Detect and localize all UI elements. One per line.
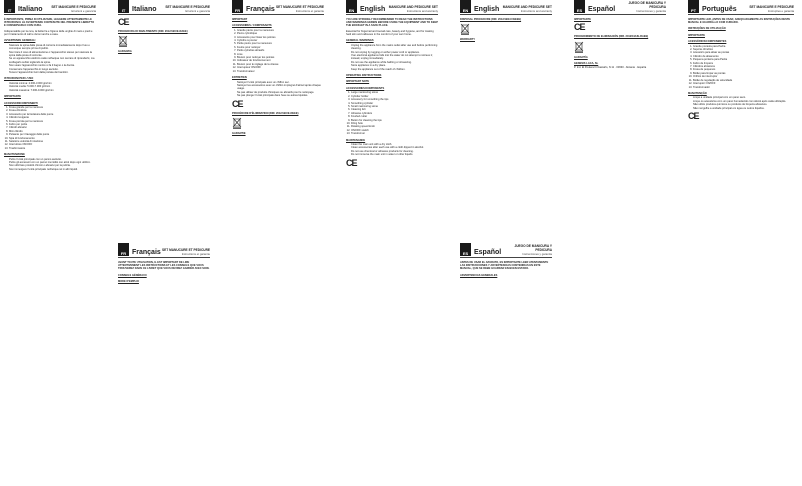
product-title: SET MANUCURE ET PEDICURE [162, 248, 210, 252]
section-heading: IMPORTANTE [574, 18, 591, 21]
section-heading: ADVERTENCIAS GENERALES [460, 273, 498, 277]
product-title: SET MANICURE E PEDICURE [165, 5, 210, 9]
ce-declaration [688, 112, 794, 121]
list-item: • Se un apparecchio elettrico cade nell'acqua non cercare di riprenderlo; ma scollegarlo subito togliendo la spina. [9, 57, 96, 64]
list-item: 12. Interruttore ON/OFF [9, 143, 96, 146]
product-subtitle: Istruzioni e garanzia [70, 8, 96, 13]
section-heading: GENERAL WARNINGS [346, 39, 374, 43]
language-name: Español [588, 6, 616, 13]
language-code-badge: FR [232, 0, 243, 13]
language-name: English [360, 6, 386, 13]
section-heading: ENTRETIEN [232, 76, 247, 80]
list-item: • Do not immerse the main unit in water or other liquids. [351, 153, 438, 156]
ce-declaration [346, 159, 438, 168]
list-item: • Tenere l'apparecchio fuori dalla portata dei bambini. [9, 71, 96, 74]
list-item: • Limpe a unidade principal com um pano seco. [693, 96, 794, 99]
ce-declaration [118, 18, 210, 27]
list-item: 2. Suporte cilíndrico [693, 48, 794, 51]
language-code-badge: ES [574, 0, 585, 13]
maintenance-list [346, 143, 438, 157]
product-subtitle: Instrucciones y garantía [522, 251, 552, 256]
panel-espanol [460, 243, 552, 278]
product-subtitle: Istruzioni e garanzia [184, 8, 210, 13]
section-heading: GARANTÍA [574, 55, 588, 59]
panel-header [346, 0, 438, 15]
list-item: • Non usare l'apparecchio mentre si fa il bagno o la doccia. [9, 64, 96, 67]
company-address: P. Ind. El Pouleral C/Castaño, N 11 · 03630 · Alicante · España [574, 65, 647, 69]
list-item: • Pulire l'unità principale con un panno asciutto. [9, 158, 96, 161]
list-item: 11. Bouton pour le réglage de la vitesse [237, 63, 324, 66]
list-item: 8. Fresa de pequenos [693, 68, 794, 71]
product-title: JUEGO DE MANICURA Y PEDICURA [514, 244, 552, 252]
components-list [346, 91, 438, 135]
ce-declaration [574, 23, 666, 32]
list-item: 1. Grande pierre pour la manucure [237, 29, 324, 32]
panel-espanol-top [574, 0, 666, 486]
product-subtitle: Instructions and warranty [406, 8, 438, 13]
panel-header [688, 0, 794, 15]
panel-header [460, 0, 552, 15]
section-heading: MAINTENANCE [346, 138, 366, 142]
section-heading: IMPORTANTE [4, 95, 21, 99]
product-subtitle: Instructions et garantie [295, 8, 324, 13]
list-item: 3. Accessoire pour lisser les pointes [237, 36, 324, 39]
list-item: 1. Fresa grande per la manicure [9, 106, 96, 109]
list-item: 4. Cylindre à poncer [237, 39, 324, 42]
list-item: 12. Interruptor ON/OFF [693, 82, 794, 85]
list-item: • Non utilizzare prodotti chimici o abrasivi per la pulizia. [9, 164, 96, 167]
panel-italiano [4, 0, 96, 486]
list-item: 9. Pulsante per il lavaggio delle punte [9, 133, 96, 136]
section-heading: ACCESSORIES/COMPONENTS [346, 86, 385, 90]
ce-mark-icon: CE [346, 157, 357, 168]
section-heading: ISTRUZIONI PER L'USO [4, 77, 34, 81]
list-item: 2. Cylinder holder [351, 95, 438, 98]
section-heading: ACESSÓRIOS/COMPONENTES [688, 40, 727, 44]
language-name: Italiano [132, 6, 157, 13]
product-title: SET MANUCURE ET PEDICURE [276, 5, 324, 9]
weee-block [460, 23, 552, 35]
panel-francais [118, 243, 210, 284]
list-item: 3. Acessório para alisar as pontas [693, 51, 794, 54]
section-heading: PROCEDURA DI SMALTIMENTO (DIR. 2012/19/UE-RAEE) [118, 30, 188, 33]
panel-english-cont [460, 0, 552, 486]
list-item: 2. Fresa cilindrica [9, 109, 96, 112]
section-heading: ACCESSORI/COMPONENTI [4, 101, 38, 105]
language-name: Português [702, 6, 737, 13]
list-item: 6. Feutre pour nettoyer [237, 46, 324, 49]
panel-header [460, 243, 552, 258]
section-heading: PROCÉDURE D'ÉLIMINATION (DIR. 2012/19/UE-DEEE) [232, 111, 299, 115]
list-item: 10. Filing hole [351, 122, 438, 125]
panel-header [118, 243, 210, 258]
weee-block [232, 117, 324, 129]
list-item: • Nettoyer les accessoires avec un chiffon imprégné d'alcool après chaque usage. [237, 84, 324, 91]
list-item: 10. Spia di funzionamento [9, 137, 96, 140]
section-heading: WARRANTY [460, 38, 475, 42]
weee-crossed-bin-icon [574, 41, 584, 53]
list-item: • Velocità media: 5.000-7.000 giri/min [9, 85, 96, 88]
section-heading: INSTRUÇÕES DE UTILIZAÇÃO [688, 27, 726, 31]
list-item: 8. Knurled cutter [351, 115, 438, 118]
product-title: SET MANICURE E PEDICURE [51, 5, 96, 9]
ce-mark-icon: CE [688, 110, 699, 121]
list-item: • Conservare l'apparecchio in luogo asciutto. [9, 68, 96, 71]
list-item: 3. Accessorio per la lisciatura delle punte [9, 113, 96, 116]
list-item: • Ne pas utiliser de produits chimiques ou abrasifs pour le nettoyage. [237, 91, 324, 94]
list-item: • Non immergere l'unità principale nell'acqua né in altri liquidi. [9, 168, 96, 171]
section-heading: MODE D'EMPLOI [118, 280, 139, 284]
list-item: • Clean the main unit with a dry cloth. [351, 143, 438, 146]
list-item: 13. Trasformatore [9, 147, 96, 150]
company-name: GENESIS LACA, SL [574, 62, 599, 66]
ce-mark-icon: CE [574, 22, 585, 33]
language-code-badge: EN [346, 0, 357, 13]
list-item: 2. Pierre cylindrique [237, 32, 324, 35]
list-item: • Keep the appliance out of the reach of children. [351, 68, 438, 71]
weee-crossed-bin-icon [118, 35, 128, 47]
panel-header [118, 0, 210, 15]
ce-declaration [232, 100, 324, 109]
speeds-list [4, 82, 96, 92]
panel-portugues [688, 0, 794, 486]
list-item: 8. Mini cilindro [9, 130, 96, 133]
language-code-badge: EN [460, 0, 471, 13]
section-heading: ACCESSOIRES / COMPOSANTS [232, 24, 272, 28]
panel-francais-top [232, 0, 324, 486]
warning-text: AVANT TOUTE UTILISATION, IL EST IMPORTANT DE LIRE ATTENTIVEMENT LES INSTRUCTIONS ET LES CONSEILS QUE VOUS TROUVEREZ DANS CE LIVRET QUE VOUS DEVREZ GARDER AVEC SOIN. [118, 261, 210, 271]
list-item: 3. Accessory for smoothing the tips [351, 98, 438, 101]
product-title: MANICURE AND PEDICURE SET [502, 5, 552, 9]
list-item: 4. Cilindro levigante [9, 116, 96, 119]
section-heading: MANUTENÇÃO [688, 91, 707, 95]
list-item: 4. Smoothing cylinder [351, 102, 438, 105]
section-heading: MANUTENZIONE [4, 153, 25, 157]
components-list [4, 106, 96, 150]
maintenance-list [232, 81, 324, 98]
list-item: 1. Grande ponteira para Pedra [693, 45, 794, 48]
section-heading: DISPOSAL PROCEDURE (DIR. 2012/19/EU-WEEE) [460, 18, 522, 21]
list-item: • Non tirare il cavo di alimentazione o l'apparecchio stesso per staccare la spina dalla presa di corrente. [9, 51, 96, 58]
section-heading: PROCEDIMIENTO DE ELIMINACIÓN (DIR. 2012/19/UE-RAEE) [574, 35, 649, 39]
general-warnings-list [346, 44, 438, 71]
panel-italiano-cont [118, 0, 210, 486]
list-item: 12. ON/OFF switch [351, 129, 438, 132]
section-heading: GARANTIE [232, 131, 246, 135]
section-heading: IMPORTANT NOTE [346, 80, 370, 84]
list-item: 11. Selettore velocità di rotazione [9, 140, 96, 143]
language-name: English [474, 6, 500, 13]
list-item: 5. Small manicuring stone [351, 105, 438, 108]
list-item: 7. Cilindros abrasivos [693, 65, 794, 68]
ce-mark-icon: CE [232, 98, 243, 109]
list-item: 1. Large manicuring stone [351, 91, 438, 94]
language-code-badge: PT [688, 0, 699, 13]
list-item: • Unplug the appliance from the mains outlet after use and before performing cleaning. [351, 44, 438, 51]
weee-block [118, 35, 210, 47]
general-warnings-list [4, 44, 96, 75]
language-code-badge: FR [118, 243, 129, 256]
section-heading: AVVERTENZE GENERALI [4, 39, 36, 43]
list-item: • Do not use chemical or abrasive products for cleaning. [351, 150, 438, 153]
list-item: • Velocità minima: 2.000-3.000 giri/min [9, 82, 96, 85]
warning-text: YOU ARE STRONGLY RECOMMENDED TO READ THE INSTRUCTIONS AND WARNINGS HEREIN BEFORE USING THE EQUIPMENT AND TO KEEP THE BOOKLET IN A SAFE PLACE. [346, 18, 438, 28]
list-item: 13. Transformateur [237, 70, 324, 73]
list-item: 5. Petite pierre pour la manucure [237, 42, 324, 45]
weee-crossed-bin-icon [460, 23, 470, 35]
intro-text: Essential for fingernail and toenail care, beauty and hygiene, and for treating hard skin and callouses in the comfort of your own home. [346, 29, 434, 37]
weee-block [574, 41, 666, 53]
product-title: SET MANICURE E PEDICURE [749, 5, 794, 9]
language-name: Français [246, 6, 275, 13]
ce-mark-icon: CE [118, 17, 129, 27]
list-item: • Staccare la spina dalla presa di corrente immediatamente dopo l'uso e comunque sempre prima di pulirlo. [9, 44, 96, 51]
list-item: 10. Orifício de interruptor [693, 75, 794, 78]
maintenance-list [688, 96, 794, 110]
panel-english [346, 0, 438, 486]
section-heading: IMPORTANTE [688, 33, 705, 37]
language-name: Español [474, 249, 502, 256]
list-item: 7. Cilindri abrasivi [9, 126, 96, 129]
warning-text: È IMPORTANTE, PRIMA DI UTILIZZARE, LEGGERE ATTENTAMENTE LE ISTRUZIONI E LE AVVERTENZE CONTENUTE NEL PRESENTE LIBRETTO E CONSERVARLO CON CURA. [4, 18, 95, 28]
list-item: 4. Cilindro de alisamento [693, 55, 794, 58]
list-item: • Do not use the appliance while bathing or showering. [351, 61, 438, 64]
list-item: 7. Abrasive cylinders [351, 112, 438, 115]
warning-text: IMPORTANTE LER, ANTES DE USAR, ADEQUADAMENTE AS INSTRUÇÕES DESTE MANUAL E GUARDÁ-LO COM CUIDADO. [688, 18, 791, 25]
panel-header [574, 0, 666, 15]
list-item: • Não utilize produtos químicos ou produtos de limpeza abrasivos. [693, 103, 794, 106]
panel-header [4, 0, 96, 15]
list-item: 5. Fresa piccola per la manicure [9, 120, 96, 123]
language-name: Français [132, 249, 161, 256]
section-heading: GARANZIA [118, 50, 132, 54]
language-name: Italiano [18, 6, 43, 13]
list-item: • Não mergulhe a unidade principal em água ou outros líquidos. [693, 107, 794, 110]
list-item: 9. Button for cleaning the tips [351, 119, 438, 122]
intro-text: Indispensabile per la cura, la bellezza e l'igiene delle unghie di mani e piedi e per il trattamento di calli e duroni anche a casa. [4, 29, 93, 37]
product-title: MANICURE AND PEDICURE SET [388, 5, 438, 9]
list-item: 9. Botão para limpar as pontas [693, 72, 794, 75]
warning-text: ANTES DE USAR EL APARATO, ES IMPORTANTE LEER ATENTAMENTE LAS INSTRUCCIONES Y ADVERTENCIAS CONTENIDAS EN ESTE MANUAL, QUE SE DEBE GUARDAR EN BUEN ESTADO. [460, 261, 549, 271]
list-item: • Limpe os acessórios com um pano humedecido com álcool após cada utilização. [693, 100, 794, 103]
list-item: 5. Pequena ponteira para Pedra [693, 58, 794, 61]
section-heading: CONSEILS GÉNÉRAUX [118, 273, 147, 277]
list-item: • If an electrical appliance falls into the water do not attempt to retrieve it; instead, unplug immediately. [351, 54, 438, 61]
product-subtitle: Instructions and warranty [520, 8, 552, 13]
list-item: 8. Lime [237, 53, 324, 56]
list-item: 6. Cleaning felt [351, 108, 438, 111]
components-list [688, 45, 794, 89]
list-item: 13. Transformer [351, 132, 438, 135]
list-item: 12. Interrupteur ON/OFF [237, 66, 324, 69]
list-item: • Do not unplug by tugging on either power cord or appliance. [351, 51, 438, 54]
weee-crossed-bin-icon [232, 117, 242, 129]
product-subtitle: Instructions et garantie [181, 251, 210, 256]
list-item: 11. Botão de regulação de velocidade [693, 79, 794, 82]
product-title: JUEGO DE MANICURA Y PEDICURA [628, 1, 666, 9]
list-item: • Ne pas plonger l'unité principale dans l'eau ou autres liquides. [237, 94, 324, 97]
list-item: 10. Indicateur de fonctionnement [237, 59, 324, 62]
list-item: 13. Transformador [693, 86, 794, 89]
language-code-badge: IT [4, 0, 15, 13]
list-item: 7. Petits cylindres abrasifs [237, 49, 324, 52]
product-subtitle: Instrucciones y garantía [636, 8, 666, 13]
product-subtitle: Instruções e garantia [767, 8, 794, 13]
section-heading: IMPORTANT [232, 18, 248, 21]
language-code-badge: IT [118, 0, 129, 13]
list-item: 11. Rotating speed knob [351, 125, 438, 128]
language-code-badge: ES [460, 243, 471, 256]
list-item: • Nettoyer l'unité principale avec un chiffon sec. [237, 81, 324, 84]
section-heading: OPERATING INSTRUCTIONS [346, 74, 382, 78]
list-item: • Clean accessories after each use with a cloth dipped in alcohol. [351, 146, 438, 149]
list-item: • Store appliance in a dry place. [351, 64, 438, 67]
list-item: 6. Feltro per pulire [9, 123, 96, 126]
list-item: • Pulire gli accessori con un panno inumidito con alcol dopo ogni utilizzo. [9, 161, 96, 164]
panel-header [232, 0, 324, 15]
list-item: 6. Feltro de limpeza [693, 62, 794, 65]
list-item: 9. Bouton pour nettoyer les pointes [237, 56, 324, 59]
components-list [232, 29, 324, 73]
maintenance-list [4, 158, 96, 172]
list-item: • Velocità massima: 7.000-9.000 giri/min [9, 89, 96, 92]
